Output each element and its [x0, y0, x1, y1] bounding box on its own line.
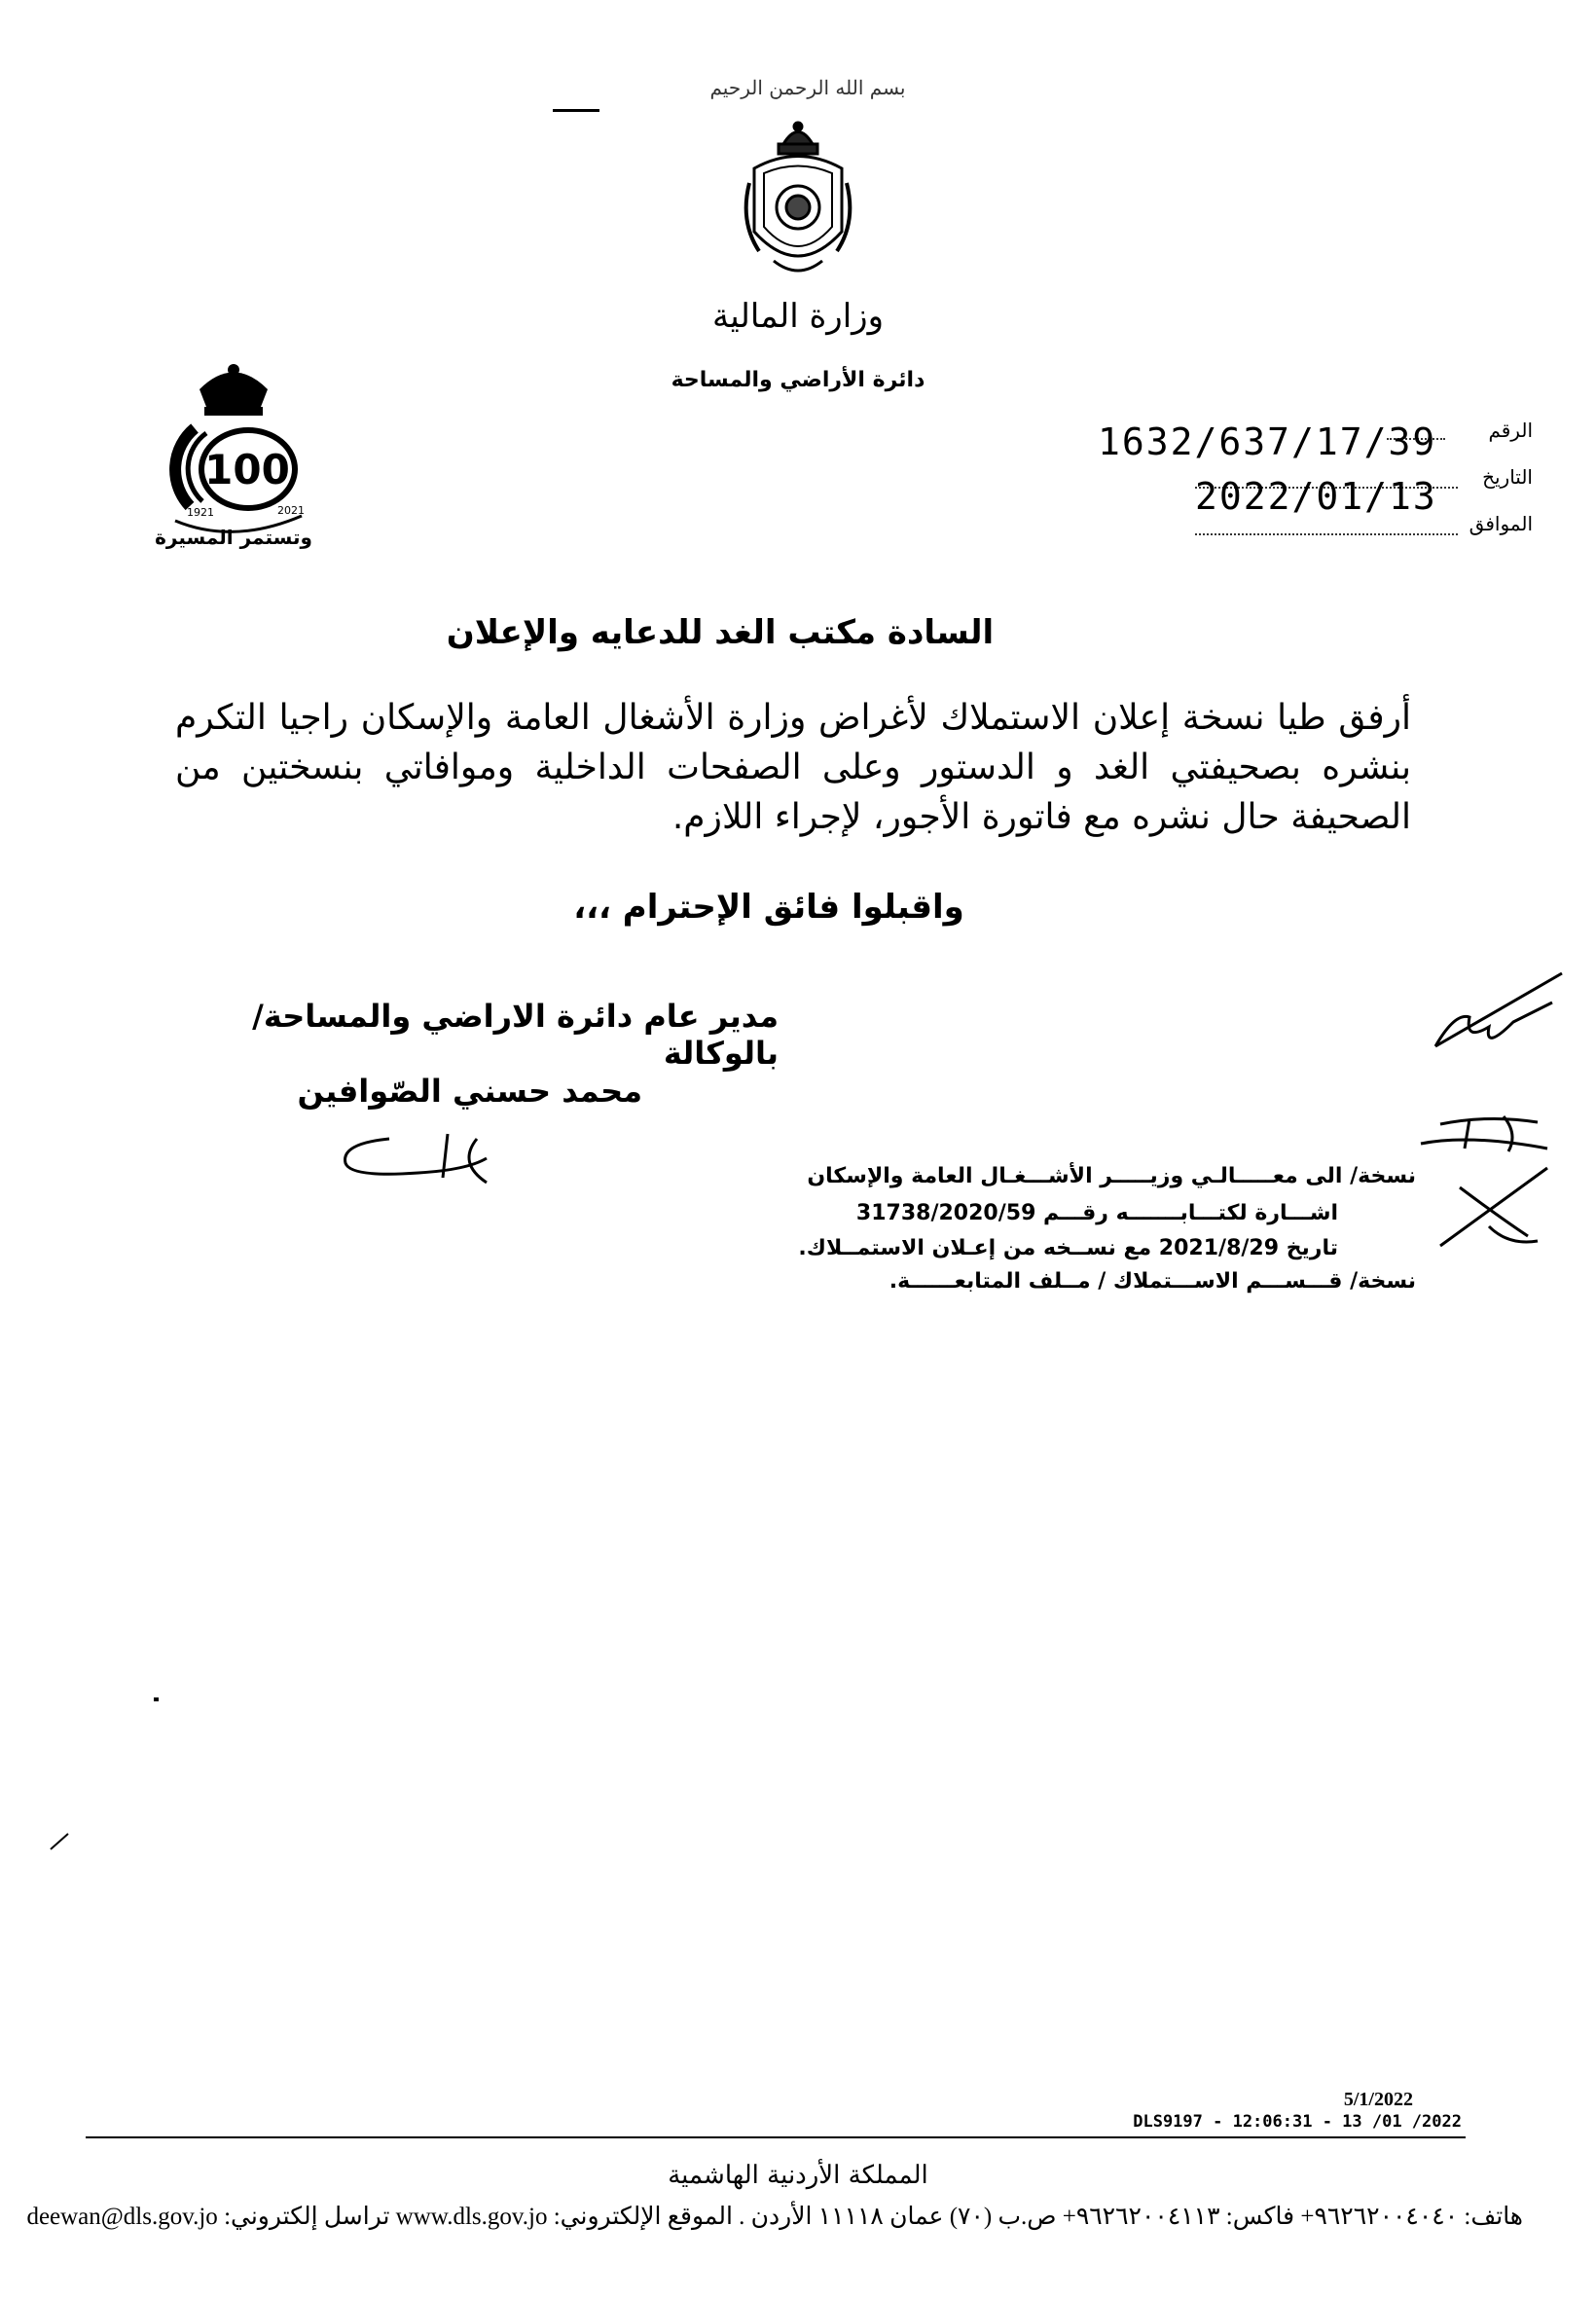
- department-name: دائرة الأراضي والمساحة: [671, 368, 925, 392]
- date-label: التاريخ: [1482, 465, 1533, 489]
- initials-icon-3: [1431, 1158, 1557, 1256]
- scan-mark: [154, 1697, 159, 1701]
- centenary-year-end: 2021: [277, 504, 305, 517]
- ministry-name: وزارة المالية: [712, 297, 884, 336]
- copy-line-3: تاريخ 2021/8/29 مع نســخه من إعـلان الاستمــلاك.: [798, 1236, 1338, 1260]
- signature-icon: [331, 1119, 526, 1197]
- document-date: 5/1/2022: [1343, 2089, 1413, 2110]
- signatory-title: مدير عام دائرة الاراضي والمساحة/بالوكالة: [252, 998, 779, 1072]
- copy-line-2: اشـــارة لكتـــابـــــــه رقـــم 31738/2020/59: [855, 1201, 1338, 1225]
- initials-icon-2: [1411, 1105, 1557, 1163]
- coat-of-arms-icon: [735, 115, 861, 290]
- copy-line-1: نسخة/ الى معـــــالـي وزيـــــر الأشـــغـال العامة والإسكان: [807, 1164, 1416, 1188]
- centenary-caption: وتستمر المسيرة: [155, 526, 312, 549]
- scan-mark: [49, 1830, 72, 1853]
- footer-divider: [86, 2136, 1466, 2138]
- reference-number: 1632/637/17/39: [1098, 420, 1437, 463]
- contact-info: هاتف: ٩٦٢٦٢٠٠٤٠٤٠+ فاكس: ٩٦٢٦٢٠٠٤١١٣+ ص.ب (٧٠) عمان ١١١١٨ الأردن . الموقع الإلكتروني: www.dls.gov.jo تراسل إلكتروني: deewan@dls.gov.jo: [26, 2204, 1523, 2230]
- closing-line: واقبلوا فائق الإحترام ،،،: [573, 888, 964, 927]
- letter-body: أرفق طيا نسخة إعلان الاستملاك لأغراض وزارة الأشغال العامة والإسكان راجيا التكرم بنشره بصحيفتي الغد و الدستور وعلى الصفحات الداخلية وموافاتي بنسختين من الصحيفة حال نشره مع فاتورة الأجور، لإجراء اللازم.: [175, 698, 1411, 837]
- addressee: السادة مكتب الغد للدعايه والإعلان: [446, 613, 995, 652]
- number-label: الرقم: [1488, 419, 1533, 442]
- hijri-label: الموافق: [1469, 512, 1533, 535]
- document-stamp: DLS9197 - 12:06:31 - 13 /01 /2022: [1133, 2112, 1462, 2132]
- scan-mark: [553, 109, 599, 112]
- centenary-number: 100: [204, 446, 290, 493]
- hijri-dots: [1195, 533, 1458, 535]
- centenary-year-start: 1921: [187, 506, 214, 519]
- kingdom-name: المملكة الأردنية الهاشمية: [668, 2161, 928, 2190]
- signatory-name: محمد حسني الصّوافين: [297, 1073, 642, 1110]
- reference-date: 2022/01/13: [1195, 475, 1437, 518]
- bismillah-text: بسم الله الرحمن الرحيم: [709, 76, 906, 99]
- copy-line-4: نسخة/ قـــســـم الاســـتملاك / مــلف المتابعــــــة.: [889, 1269, 1416, 1294]
- initials-icon: [1416, 964, 1572, 1100]
